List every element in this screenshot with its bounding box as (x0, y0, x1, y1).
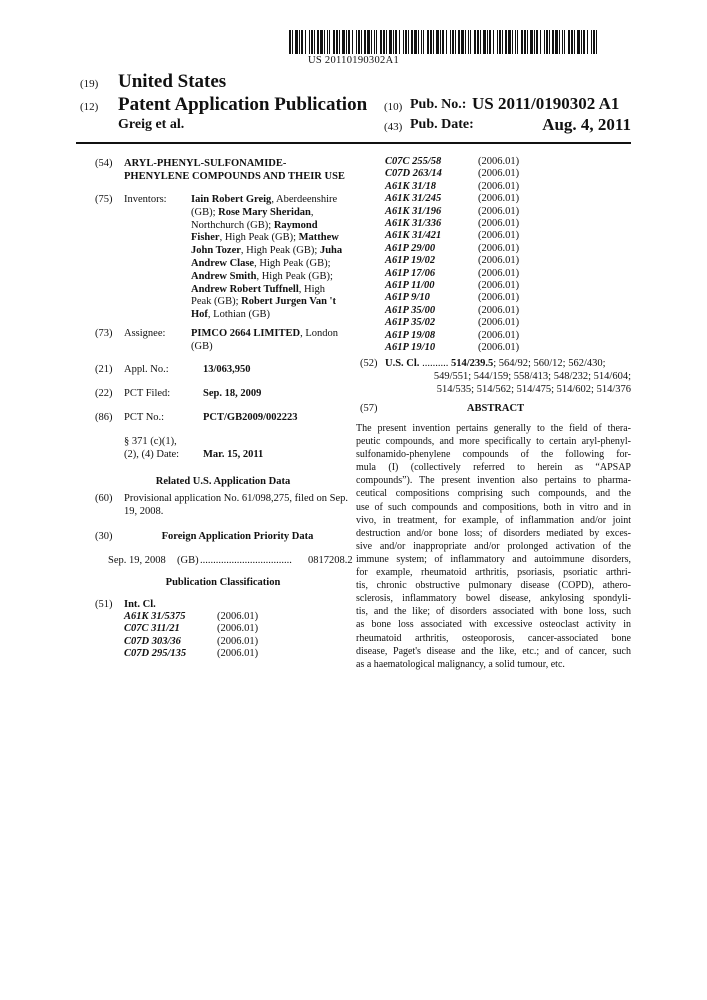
classification-code: A61P 11/00 (385, 280, 435, 292)
classification-code: A61P 17/06 (385, 267, 436, 279)
inventor-line (191, 207, 351, 220)
classification-row (385, 330, 519, 342)
classification-version: (2006.01) (478, 156, 520, 167)
classification-code: C07D 263/14 (385, 168, 442, 180)
inventor-text: , High (298, 283, 325, 295)
classification-version: (2006.01) (478, 193, 520, 205)
classification-version: (2006.01) (478, 342, 520, 354)
title-line: ARYL-PHENYL-SULFONAMIDE- (124, 158, 287, 169)
provisional-application (124, 493, 351, 519)
abstract-line: compounds”). The present invention also pertains to pharma- (356, 475, 631, 487)
publication-type: Patent Application Publication (118, 94, 368, 115)
barcode-number: US 20110190302A1 (307, 55, 400, 66)
classification-version: (2006.01) (478, 230, 520, 242)
classification-version: (2006.01) (478, 317, 520, 329)
abstract-heading: ABSTRACT (466, 403, 525, 414)
classification-version: (2006.01) (217, 648, 259, 660)
assignee-label: Assignee: (124, 328, 166, 339)
barcode (289, 30, 601, 54)
inventor-text: Andrew Smith (191, 270, 257, 282)
classification-code: A61K 31/196 (385, 205, 442, 217)
abstract-line: rheumatoid arthritis, osteoporosis, cancer-associated bone (356, 632, 631, 644)
abstract-code: (57) (360, 403, 378, 414)
classification-row (385, 218, 519, 230)
pct-number: PCT/GB2009/002223 (203, 412, 298, 423)
inventor-line (191, 194, 351, 207)
assignee-name: PIMCO 2664 LIMITED (191, 328, 301, 339)
assignee-country: (GB) (191, 340, 213, 352)
intcl-code: (51) (95, 599, 113, 610)
classification-version: (2006.01) (217, 623, 259, 635)
abstract-line: vivo, in treatment, for example, of inflammation and/or joint (356, 514, 631, 526)
prov-line: Provisional application No. 61/098,275, filed on Sep. (124, 493, 348, 504)
inventor-text: Peak (GB); (191, 296, 242, 308)
pub-number: US 2011/0190302 A1 (472, 94, 620, 113)
intcl-label: Int. Cl. (124, 599, 156, 610)
abstract-line: peutic compounds, and more specifically to certain aryl-phenyl- (356, 436, 631, 448)
classification-code: A61P 35/02 (385, 317, 436, 329)
inventor-line (191, 232, 351, 245)
abstract-line: immune system; of inflammatory and autoimmune disorders, (356, 553, 631, 565)
s371-line: § 371 (c)(1), (124, 436, 177, 447)
uscl-dots: .......... (422, 358, 449, 369)
pub-date: Aug. 4, 2011 (542, 115, 631, 134)
inventor-line (191, 220, 351, 233)
classification-row (385, 193, 519, 205)
abstract-line: for example, rheumatoid arthritis, psoriasis, psoriatic arthri- (356, 567, 631, 579)
classification-row (385, 292, 519, 304)
foreign-country: (GB) (177, 555, 199, 566)
pct-filed-date: Sep. 18, 2009 (203, 388, 262, 399)
pubclass-heading: Publication Classification (165, 577, 281, 588)
barcode-bar (597, 30, 599, 54)
inventor-line (191, 296, 351, 309)
pub-no-label: Pub. No.: (410, 97, 467, 112)
classification-code: A61K 31/18 (385, 180, 437, 192)
inventor-text: Rose Mary Sheridan (218, 206, 311, 218)
uscl-line: 549/551; 544/159; 558/413; 548/232; 514/604; (433, 370, 631, 382)
intcl-table-right (385, 156, 519, 355)
classification-code: C07C 255/58 (385, 156, 442, 167)
classification-code: C07D 295/135 (124, 648, 187, 660)
inventor-text: , Lothian (GB) (207, 309, 271, 321)
abstract-line: destruction and/or bone loss; of disorders mediated by exces- (356, 527, 631, 539)
s371-line: (2), (4) Date: (124, 448, 180, 460)
classification-code: C07D 303/36 (124, 635, 181, 647)
pub-date-label: Pub. Date: (410, 117, 474, 132)
classification-version: (2006.01) (478, 329, 520, 341)
abstract-line: tis, chronic obstructive pulmonary disease (COPD), athero- (356, 580, 631, 592)
pct-no-code: (86) (95, 412, 113, 423)
classification-version: (2006.01) (217, 611, 259, 622)
inventor-text: , High Peak (GB); (256, 270, 333, 282)
uscl-code: (52) (360, 358, 378, 369)
classification-row (124, 623, 258, 635)
classification-row (385, 280, 519, 292)
inventor-line (191, 284, 351, 297)
classification-code: A61P 19/02 (385, 255, 436, 267)
inventor-text: Andrew Robert Tuffnell (191, 283, 299, 295)
assignee-code: (73) (95, 328, 113, 339)
appl-code: (21) (95, 364, 113, 375)
foreign-heading: Foreign Application Priority Data (161, 531, 314, 542)
classification-row (385, 156, 519, 168)
inventor-line (191, 258, 351, 271)
inventors-list (191, 194, 351, 322)
classification-row (124, 636, 258, 648)
classification-row (385, 305, 519, 317)
classification-code: A61K 31/5375 (124, 611, 186, 622)
pub-date-code: (43) (384, 121, 403, 133)
inventor-line (191, 245, 351, 258)
foreign-dots: ................................... (200, 555, 292, 566)
abstract-line: tis, and the like; of disorders associated with bone loss, such (356, 606, 631, 618)
classification-code: A61P 19/10 (385, 342, 436, 354)
uscl-main: 514/239.5 (450, 358, 494, 369)
classification-version: (2006.01) (478, 304, 520, 316)
classification-version: (2006.01) (478, 255, 520, 267)
classification-version: (2006.01) (478, 218, 520, 230)
inventors-code: (75) (95, 194, 113, 205)
abstract-line: sulfonamido-phenylene compounds of the following for- (356, 449, 631, 461)
inventor-text: (GB); (191, 206, 219, 218)
inventor-line (191, 271, 351, 284)
classification-version: (2006.01) (478, 267, 520, 279)
s371-date: Mar. 15, 2011 (203, 449, 264, 460)
inventor-text: Hof (191, 309, 208, 321)
foreign-date: Sep. 19, 2008 (108, 555, 166, 566)
classification-code: A61P 29/00 (385, 242, 436, 254)
classification-row (385, 181, 519, 193)
authors: Greig et al. (118, 117, 185, 132)
pub-no-code: (10) (384, 101, 403, 113)
inventor-text: Robert Jurgen Van 't (241, 296, 336, 308)
prov-line: 19, 2008. (124, 505, 164, 517)
classification-code: A61P 19/08 (385, 329, 436, 341)
abstract-line: ceutical compositions comprising such compounds, and the (356, 488, 631, 500)
classification-row (124, 648, 258, 660)
inventors-label: Inventors: (124, 194, 167, 205)
abstract-line: as bone loss associated with excessive osteoclast activity in (356, 619, 631, 631)
s371 (124, 436, 179, 462)
uscl-label: U.S. Cl. (385, 358, 420, 369)
title (124, 158, 345, 184)
classification-row (385, 230, 519, 242)
abstract-line: use of such compounds and compositions, both in vitro and in (356, 501, 631, 513)
related-heading: Related U.S. Application Data (155, 476, 291, 487)
prov-code: (60) (95, 493, 113, 504)
classification-code: A61K 31/336 (385, 218, 442, 230)
appl-number: 13/063,950 (203, 364, 251, 375)
classification-code: C07C 311/21 (124, 623, 180, 635)
classification-version: (2006.01) (478, 242, 520, 254)
intcl-table-left (124, 611, 258, 661)
country: United States (118, 71, 227, 92)
inventor-text: Raymond (273, 219, 318, 231)
classification-row (385, 243, 519, 255)
classification-version: (2006.01) (478, 205, 520, 217)
inventor-text: Andrew Clase (191, 257, 255, 269)
country-code: (19) (80, 78, 99, 90)
abstract-line: sclerosis, inflammatory bowel disease, ankylosing spondyli- (356, 593, 631, 605)
inventor-text: Fisher (191, 232, 220, 244)
assignee-location: , London (300, 328, 339, 339)
classification-row (385, 168, 519, 180)
abstract-line: as a haematological malignancy, a solid tumour, etc. (356, 658, 565, 670)
classification-row (385, 317, 519, 329)
classification-row (385, 206, 519, 218)
inventor-text: , Aberdeenshire (271, 194, 338, 205)
classification-code: A61P 9/10 (385, 292, 430, 304)
foreign-number: 0817208.2 (308, 555, 353, 566)
classification-code: A61P 35/00 (385, 304, 436, 316)
inventor-text: Juha (319, 245, 343, 257)
uscl-rest: ; 564/92; 560/12; 562/430; (493, 358, 606, 369)
abstract-line: The present invention pertains generally to the field of thera- (356, 423, 631, 434)
classification-version: (2006.01) (478, 280, 520, 292)
abstract-line: sive and/or inappropriate and/or prolonged activation of the (356, 540, 631, 552)
inventor-text: , (310, 206, 314, 218)
title-line: PHENYLENE COMPOUNDS AND THEIR USE (124, 170, 345, 182)
assignee (191, 328, 338, 354)
inventor-text: Matthew (298, 232, 339, 244)
title-code: (54) (95, 158, 113, 169)
header-rule (76, 142, 631, 144)
classification-code: A61K 31/245 (385, 193, 442, 205)
inventor-text: John Tozer (191, 245, 241, 257)
inventor-text: , High Peak (GB); (219, 232, 299, 244)
classification-code: A61K 31/421 (385, 230, 442, 242)
abstract-line: disease, Paget's disease and the like, etc.; and of cancer, such (356, 645, 631, 657)
classification-version: (2006.01) (478, 168, 520, 180)
pub-type-code: (12) (80, 101, 99, 113)
classification-row (124, 611, 258, 623)
classification-version: (2006.01) (217, 635, 259, 647)
inventor-text: Iain Robert Greig (191, 194, 272, 205)
uscl-line: 514/535; 514/562; 514/475; 514/602; 514/376 (436, 383, 631, 395)
inventor-text: Northchurch (GB); (191, 219, 274, 231)
classification-version: (2006.01) (478, 292, 520, 304)
classification-row (385, 342, 519, 354)
classification-row (385, 268, 519, 280)
pct-filed-code: (22) (95, 388, 113, 399)
inventor-text: , High Peak (GB); (254, 257, 331, 269)
classification-row (385, 255, 519, 267)
foreign-code: (30) (95, 531, 113, 542)
appl-label: Appl. No.: (124, 364, 169, 375)
inventor-text: , High Peak (GB); (240, 245, 320, 257)
classification-version: (2006.01) (478, 180, 520, 192)
pct-no-label: PCT No.: (124, 412, 165, 423)
inventor-line (191, 309, 351, 322)
pct-filed-label: PCT Filed: (124, 388, 171, 399)
abstract-body (356, 422, 631, 671)
us-classification (385, 358, 631, 396)
abstract-line: mula (I) (collectively referred to herein as “APSAP (356, 462, 631, 474)
